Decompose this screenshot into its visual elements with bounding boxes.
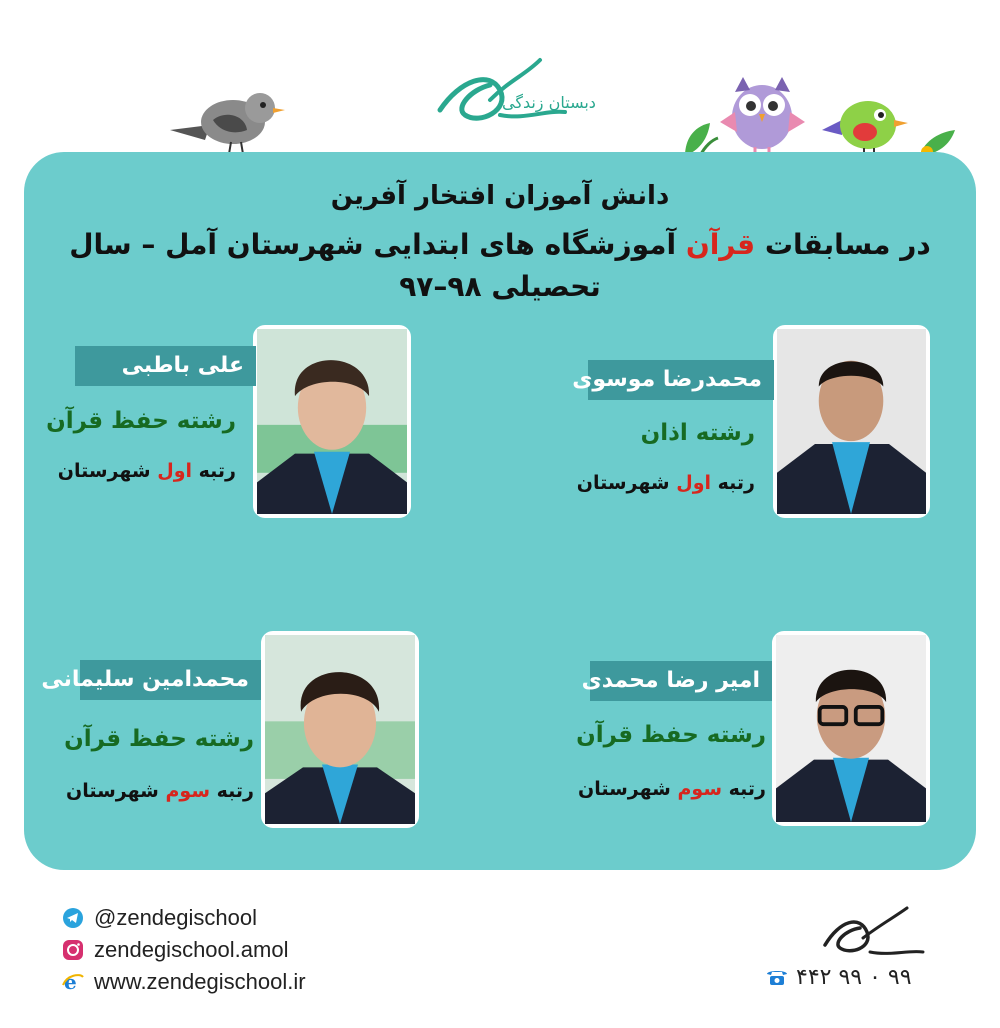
rank-prefix: رتبه xyxy=(717,472,755,494)
contact-list xyxy=(62,902,306,998)
gray-bird-icon xyxy=(165,80,285,155)
student-photo xyxy=(772,631,930,826)
browser-icon xyxy=(62,971,84,993)
student-rank xyxy=(577,472,755,494)
rank-value: اول xyxy=(157,460,193,482)
rank-suffix: شهرستان xyxy=(578,778,671,800)
heading-line2-prefix: در مسابقات xyxy=(764,228,931,261)
student-name: محمدرضا موسوی xyxy=(588,360,774,400)
contact-website[interactable] xyxy=(62,966,306,998)
student-name: محمدامین سلیمانی xyxy=(80,660,261,700)
contact-instagram[interactable] xyxy=(62,934,306,966)
student-rank xyxy=(58,460,236,482)
owl-icon xyxy=(715,72,810,152)
logo-text: دبستان زندگی xyxy=(502,93,596,112)
rank-prefix: رتبه xyxy=(728,778,766,800)
rank-suffix: شهرستان xyxy=(66,780,159,802)
contact-telegram[interactable] xyxy=(62,902,306,934)
instagram-handle[interactable]: zendegischool.amol xyxy=(94,937,289,962)
student-name: علی باطبی xyxy=(75,346,256,386)
student-name: امیر رضا محمدی xyxy=(590,661,772,701)
website-url[interactable]: www.zendegischool.ir xyxy=(94,969,306,994)
heading-line1: دانش آموزان افتخار آفرین xyxy=(330,181,670,211)
green-bird-icon xyxy=(820,90,910,155)
telegram-icon xyxy=(62,907,84,929)
student-rank xyxy=(578,778,766,800)
student-field: رشته اذان xyxy=(640,420,755,446)
student-field: رشته حفظ قرآن xyxy=(64,726,254,752)
telegram-handle[interactable]: @zendegischool xyxy=(94,905,257,930)
rank-value: سوم xyxy=(677,778,723,800)
heading-highlight: قرآن xyxy=(685,228,756,261)
heading-line2-suffix: آموزشگاه های ابتدایی شهرستان آمل – سال تحصیلی ۹۸–۹۷ xyxy=(69,228,677,303)
student-photo xyxy=(261,631,419,828)
heading-line2 xyxy=(60,224,940,308)
rank-prefix: رتبه xyxy=(216,780,254,802)
school-logo xyxy=(815,900,925,960)
rank-value: سوم xyxy=(165,780,211,802)
student-photo xyxy=(253,325,411,518)
rank-prefix: رتبه xyxy=(198,460,236,482)
instagram-icon xyxy=(62,939,84,961)
phone-contact[interactable] xyxy=(766,962,936,992)
svg-text:e: e xyxy=(64,970,77,994)
rank-suffix: شهرستان xyxy=(57,460,151,482)
page-heading xyxy=(60,178,940,308)
student-field: رشته حفظ قرآن xyxy=(46,408,236,434)
student-rank xyxy=(66,780,254,802)
student-field: رشته حفظ قرآن xyxy=(576,722,766,748)
rank-value: اول xyxy=(676,472,712,494)
school-logo xyxy=(430,40,596,135)
rank-suffix: شهرستان xyxy=(576,472,670,494)
phone-number[interactable]: ۴۴۲ ۹۹ ۰ ۹۹ xyxy=(796,964,912,990)
phone-icon xyxy=(766,968,788,986)
student-photo xyxy=(773,325,930,518)
